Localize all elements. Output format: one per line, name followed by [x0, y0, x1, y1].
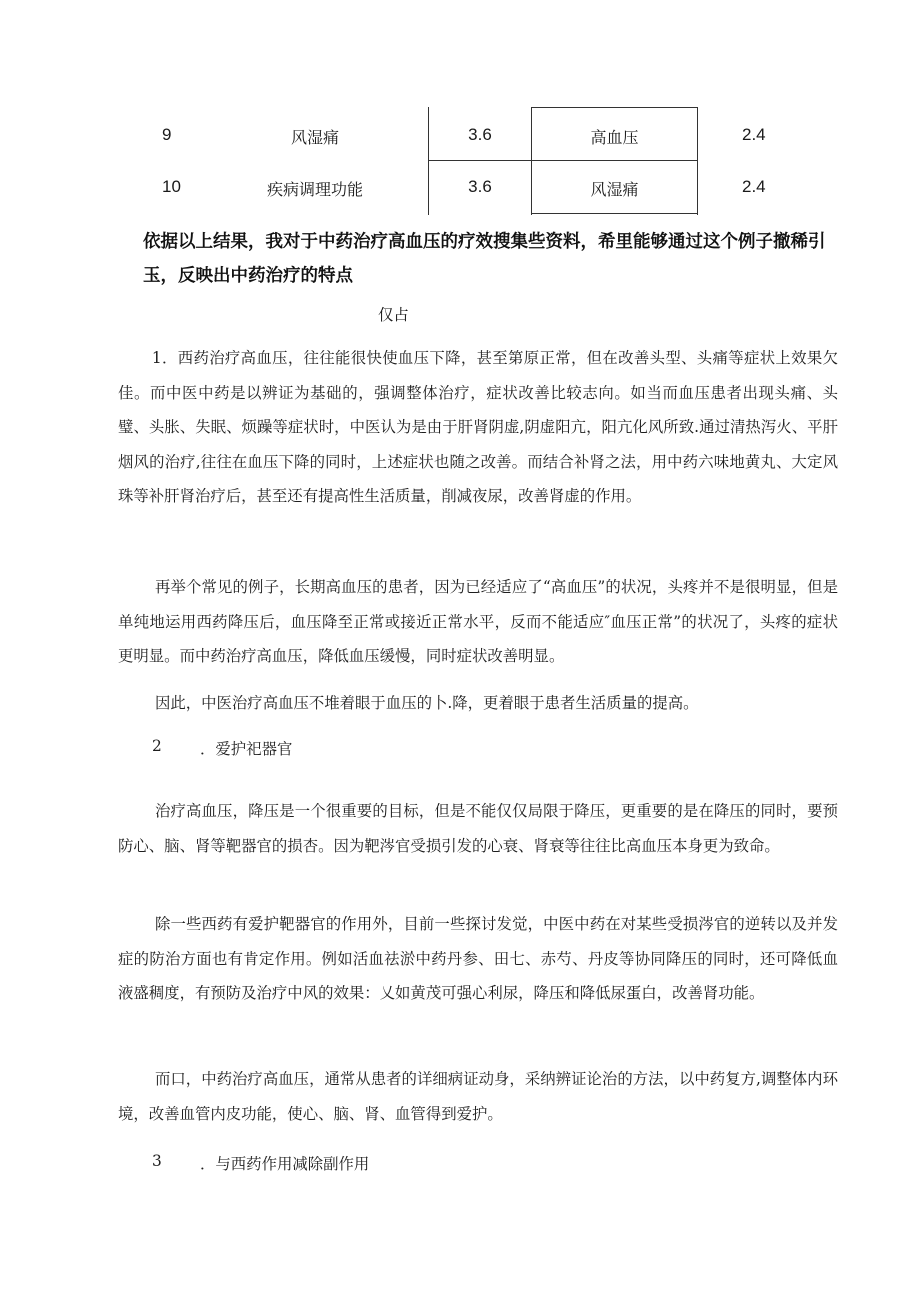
table-cell-name2: 高血压 [590, 128, 639, 147]
table-cell-value2: 2.4 [742, 125, 766, 144]
section-title: ．爱护祀器官 [200, 740, 293, 758]
paragraph: 而口，中药治疗高血压，通常从患者的详细病证动身，采纳辨证论治的方法，以中药复方,调整体内环境，改善血管内皮功能，使心、脑、肾、血管得到爱护。 [118, 1070, 838, 1123]
table-border-left [428, 107, 429, 215]
section-number: 3 [152, 1152, 162, 1170]
paragraph: 1．西药治疗高血压，往往能很快使血压下降，甚至第原正常，但在改善头型、头痛等症状上效果欠佳。而中医中药是以辨证为基础的，强调整体治疗，症状改善比较志向。如当而血压患者出现头痛、头璧、头胀、失眠、烦躁等症状时，中医认为是由于肝肾阴虚,阴虚阳亢，阳亢化风所致.通过清热泻火、平肝烟风的治疗,往往在血压下降的同时，上述症状也随之改善。而结合补肾之法，用中药六味地黄丸、大定风珠等补肝肾治疗后，甚至还有提高性生活质量，削减夜尿，改善肾虚的作用。 [118, 349, 838, 505]
table-cell-rank: 10 [162, 177, 181, 196]
table-cell-name: 风湿痛 [290, 128, 339, 147]
table-border-mid [531, 107, 532, 215]
table-cell-value2: 2.4 [742, 177, 766, 196]
paragraph: 因此，中医治疗高血压不堆着眼于血压的卜.降，更着眼于患者生活质量的提高。 [154, 694, 699, 712]
bold-heading: 依据以上结果，我对于中药治疗高血压的疗效搜集些资料，希里能够通过这个例子撤稀引玉，反映出中药治疗的特点 [143, 232, 826, 286]
table-cell-name: 疾病调理功能 [266, 180, 363, 199]
table-border-right [697, 107, 698, 215]
paragraph: 治疗高血压，降压是一个很重要的目标，但是不能仅仅局限于降压，更重要的是在降压的同时，要预防心、脑、肾等靶器官的损杏。因为靶涔官受损引发的心衰、肾衰等往往比高血压本身更为致命。 [118, 802, 838, 855]
section-number: 2 [152, 737, 162, 755]
paragraph: 再举个常见的例子，长期高血压的患者，因为已经适应了“高血压”的状况，头疼并不是很明显，但是单纯地运用西药降压后，血压降至正常或接近正常水平，反而不能适应″血压正常”的状况了，头疼的症状更明显。而中药治疗高血压，降低血压缓慢，同时症状改善明显。 [118, 578, 838, 665]
table-cell-rank: 9 [162, 125, 172, 144]
table-cell-name2: 风湿痛 [590, 180, 639, 199]
table-cell-value: 3.6 [468, 177, 492, 196]
table-cell-value: 3.6 [468, 125, 492, 144]
section-title: ．与西药作用减除副作用 [200, 1155, 370, 1173]
table-border-top [531, 107, 698, 108]
table-border-bottom [531, 213, 698, 214]
subtitle: 仅占 [378, 306, 409, 324]
table-border-row-sep [428, 160, 698, 161]
paragraph: 除一些西药有爱护靶器官的作用外，目前一些探讨发觉，中医中药在对某些受损涔官的逆转以及并发症的防治方面也有肯定作用。例如活血祛淤中药丹参、田七、赤芍、丹皮等协同降压的同时，还可降低血液盛稠度，有预防及治疗中风的效果：乂如黄茂可强心利尿，降压和降低尿蛋白，改善肾功能。 [118, 915, 838, 1002]
